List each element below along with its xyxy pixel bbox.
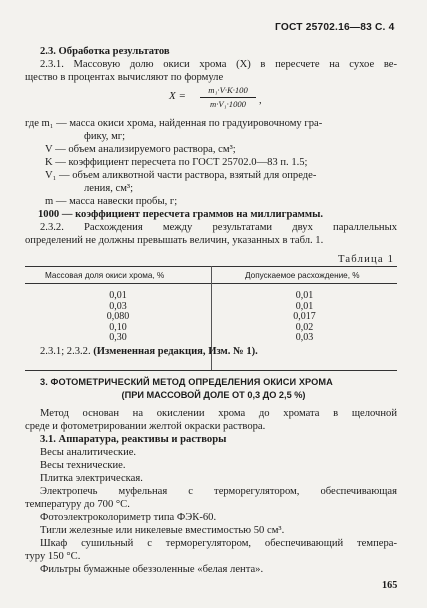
definition-line: ления, см³; [84, 183, 134, 194]
table-column [212, 291, 397, 344]
list-item: Весы аналитические. [40, 447, 137, 458]
section-title: 2.3. Обработка результатов [40, 46, 170, 57]
list-item: Весы технические. [40, 460, 126, 471]
formula-numerator: m₁·V·K·100 [208, 85, 248, 95]
paragraph-line: определений не должны превышать величин, указанных в табл. 1. [25, 235, 324, 246]
table-header-cell: Массовая доля окиси хрома, % [45, 271, 165, 280]
formula-denominator: m·V₁·1000 [210, 99, 246, 109]
running-header: ГОСТ 25702.16—83 С. 4 [275, 22, 395, 33]
definition-line: где m₁ — масса окиси хрома, найденная по градуировочному гра- [25, 118, 323, 129]
table-cell: 0,01 [295, 290, 314, 301]
table-header-cell: Допускаемое расхождение, % [245, 271, 360, 280]
table-cell: 0,03 [295, 332, 314, 343]
formula-lhs: X = [169, 90, 186, 102]
table-cell: 0,02 [295, 321, 314, 333]
paragraph-line: щество в процентах вычисляют по формуле [25, 72, 224, 83]
table-cell: 0,30 [109, 332, 127, 343]
list-item: Плитка электрическая. [40, 473, 143, 484]
amendment-note [40, 345, 258, 358]
definition-line: 1000 — коэффициент пересчета граммов на миллиграммы. [38, 209, 323, 220]
paragraph-line: 2.3.1. Массовую долю окиси хрома (X) в пересчете на сухое ве- [40, 59, 397, 70]
page-number: 165 [382, 580, 398, 591]
section-heading: (ПРИ МАССОВОЙ ДОЛЕ ОТ 0,3 ДО 2,5 %) [121, 390, 306, 400]
definition-line: фику, мг; [84, 131, 126, 142]
paragraph-line: Метод основан на окислении хрома до хромата в щелочной [40, 408, 397, 419]
formula-comma: , [259, 95, 262, 106]
list-item: Фильтры бумажные обеззоленные «белая лента». [40, 564, 264, 575]
list-item: Фотоэлектроколориметр типа ФЭК-60. [40, 512, 217, 523]
table-caption: Таблица 1 [338, 254, 395, 265]
definition-line: K — коэффициент пересчета по ГОСТ 25702.0—83 п. 1.5; [45, 157, 308, 168]
table-column [25, 291, 211, 344]
paragraph-line: Электропечь муфельная с терморегулятором, обеспечивающая [40, 486, 397, 497]
paragraph-line: 2.3.2. Расхождения между результатами двух параллельных [40, 222, 397, 233]
amendment-prefix: 2.3.1; 2.3.2. [40, 346, 94, 357]
table-cell: 0,017 [293, 311, 316, 322]
paragraph-line: среде и фотометрировании желтой окраски раствора. [25, 421, 266, 432]
paragraph-line: Шкаф сушильный с терморегулятором, обеспечивающий темпера- [40, 538, 397, 549]
table-cell: 0,01 [295, 300, 314, 312]
paragraph-line: температуру до 700 °C. [25, 499, 130, 510]
amendment-bold: (Измененная редакция, Изм. № 1). [93, 346, 258, 357]
section-heading: 3. ФОТОМЕТРИЧЕСКИЙ МЕТОД ОПРЕДЕЛЕНИЯ ОКИСИ ХРОМА [40, 377, 333, 387]
paragraph-line: туру 150 °C. [25, 551, 81, 562]
definition-line: V₁ — объем аликвотной части раствора, взятый для опреде- [45, 170, 317, 181]
table-cell: 0,03 [109, 300, 127, 312]
subsection-title: 3.1. Аппаратура, реактивы и растворы [40, 434, 227, 445]
list-item: Тигли железные или никелевые вместимостью 50 см³. [40, 525, 285, 536]
table-cell: 0,01 [109, 290, 127, 301]
table-bottom-rule [25, 370, 397, 371]
definition-line: V — объем анализируемого раствора, см³; [45, 144, 236, 155]
table-cell: 0,10 [109, 321, 127, 333]
table-cell: 0,080 [106, 311, 130, 322]
definition-line: m — масса навески пробы, г; [45, 196, 178, 207]
